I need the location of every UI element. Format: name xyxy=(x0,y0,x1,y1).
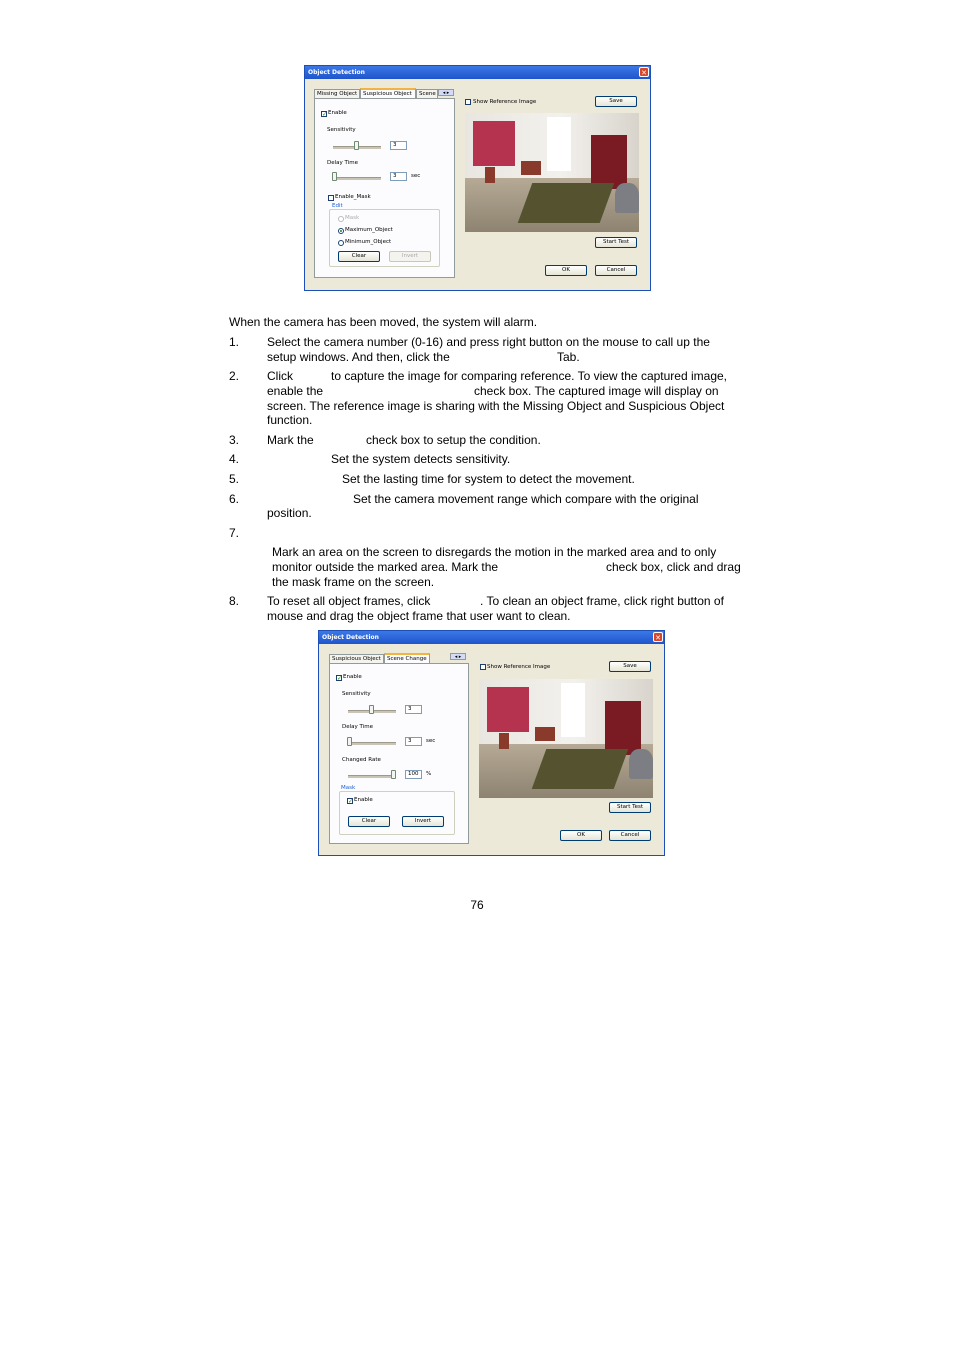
tab-scroll-arrows[interactable]: ◂ ▸ xyxy=(450,653,466,660)
step-8-line-1-end: . To clean an object frame, click right button of xyxy=(480,594,724,608)
sensitivity-value[interactable]: 3 xyxy=(390,141,407,150)
ok-button[interactable]: OK xyxy=(560,830,602,841)
save-button[interactable]: Save xyxy=(609,661,651,672)
minimum-object-label: Minimum_Object xyxy=(345,239,392,245)
changed-rate-value[interactable]: 100 xyxy=(405,770,422,779)
step-number-1: 1. xyxy=(229,335,240,349)
tab-scene[interactable]: Scene xyxy=(416,89,438,98)
sensitivity-value[interactable]: 3 xyxy=(405,705,422,714)
step-4-text: Set the system detects sensitivity. xyxy=(331,452,511,466)
invert-button[interactable]: Invert xyxy=(402,816,444,827)
dialog-title-bar xyxy=(319,631,664,644)
step-number-6: 6. xyxy=(229,492,240,506)
object-detection-dialog-2 xyxy=(318,630,665,856)
sensitivity-slider-thumb[interactable] xyxy=(369,705,374,714)
tab-strip xyxy=(329,653,474,663)
enable-label: Enable xyxy=(343,674,362,680)
enable-checkbox[interactable]: ✓ xyxy=(337,675,343,682)
step-2-line-1-start: Click xyxy=(267,369,293,383)
page-number: 76 xyxy=(470,898,484,912)
step-number-4: 4. xyxy=(229,452,240,466)
step-6-line-2: position. xyxy=(267,506,312,520)
save-button[interactable]: Save xyxy=(595,96,637,107)
step-8-line-2: mouse and drag the object frame that user want to clean. xyxy=(267,609,571,623)
dialog-title: Object Detection xyxy=(308,69,365,76)
tab-suspicious-object[interactable]: Suspicious Object xyxy=(360,88,416,99)
tab-strip xyxy=(314,88,459,98)
delay-slider-track xyxy=(333,177,381,180)
changed-rate-slider-thumb[interactable] xyxy=(391,770,396,779)
settings-panel xyxy=(329,663,469,844)
changed-rate-label: Changed Rate xyxy=(342,757,381,763)
tab-missing-object[interactable]: Missing Object xyxy=(314,89,360,98)
intro-text: When the camera has been moved, the system will alarm. xyxy=(229,315,538,329)
step-8-line-1-start: To reset all object frames, click xyxy=(267,594,431,608)
sensitivity-label: Sensitivity xyxy=(342,691,371,697)
step-5-text: Set the lasting time for system to detect the movement. xyxy=(342,472,635,486)
mask-enable-label: Enable xyxy=(354,797,373,803)
sensitivity-label: Sensitivity xyxy=(327,127,356,133)
step-3-start: Mark the xyxy=(267,433,314,447)
delay-unit: sec xyxy=(411,173,421,179)
settings-panel xyxy=(314,98,455,278)
changed-rate-slider-track xyxy=(348,775,396,778)
changed-rate-unit: % xyxy=(426,771,432,777)
step-2-line-3: screen. The reference image is sharing with the Missing Object and Suspicious Object xyxy=(267,399,725,413)
mask-enable-checkbox[interactable]: ✓ xyxy=(348,798,354,805)
step-2-line-1: to capture the image for comparing reference. To view the captured image, xyxy=(331,369,727,383)
step-2-line-4: function. xyxy=(267,413,313,427)
dialog-title-bar xyxy=(305,66,650,79)
clear-button[interactable]: Clear xyxy=(338,251,380,262)
tab-scroll-arrows[interactable]: ◂ ▸ xyxy=(438,89,454,96)
step-number-2: 2. xyxy=(229,369,240,383)
step-1-line-1: Select the camera number (0-16) and press right button on the mouse to call up the xyxy=(267,335,710,349)
mask-radio[interactable] xyxy=(338,216,344,222)
delay-unit: sec xyxy=(426,738,436,744)
step-7-line-3: the mask frame on the screen. xyxy=(272,575,435,589)
show-reference-label: Show Reference Image xyxy=(473,99,537,105)
delay-time-value[interactable]: 3 xyxy=(390,172,407,181)
delay-slider-thumb[interactable] xyxy=(347,737,352,746)
camera-preview[interactable] xyxy=(479,679,653,798)
delay-slider-thumb[interactable] xyxy=(332,172,337,181)
dialog-title: Object Detection xyxy=(322,634,379,641)
enable-label: Enable xyxy=(328,110,347,116)
camera-preview[interactable] xyxy=(465,113,639,232)
clear-button[interactable]: Clear xyxy=(348,816,390,827)
enable-mask-label: Enable_Mask xyxy=(335,194,371,200)
sensitivity-slider-thumb[interactable] xyxy=(354,141,359,150)
step-7-line-1: Mark an area on the screen to disregards the motion in the marked area and to only xyxy=(272,545,717,559)
step-7-line-2-start: monitor outside the marked area. Mark the xyxy=(272,560,499,574)
enable-mask-checkbox[interactable] xyxy=(328,195,334,201)
edit-group xyxy=(329,209,440,267)
step-number-8: 8. xyxy=(229,594,240,608)
delay-time-label: Delay Time xyxy=(342,724,373,730)
show-reference-checkbox[interactable] xyxy=(465,99,471,105)
delay-time-label: Delay Time xyxy=(327,160,358,166)
invert-button[interactable]: Invert xyxy=(389,251,431,262)
step-3-end: check box to setup the condition. xyxy=(366,433,541,447)
mask-group xyxy=(339,791,455,835)
show-reference-checkbox[interactable] xyxy=(480,664,486,670)
start-test-button[interactable]: Start Test xyxy=(595,237,637,248)
tab-suspicious-object[interactable]: Suspicious Object xyxy=(329,654,384,663)
step-7-line-2-end: check box, click and drag xyxy=(606,560,741,574)
step-6-line-1: Set the camera movement range which compare with the original xyxy=(353,492,699,506)
step-1-line-2: setup windows. And then, click the xyxy=(267,350,450,364)
show-reference-label: Show Reference Image xyxy=(487,664,551,670)
maximum-object-label: Maximum_Object xyxy=(345,227,393,233)
close-icon[interactable]: ✕ xyxy=(653,632,663,642)
edit-group-label: Edit xyxy=(332,203,343,209)
step-2-line-2-start: enable the xyxy=(267,384,324,398)
ok-button[interactable]: OK xyxy=(545,265,587,276)
minimum-object-radio[interactable] xyxy=(338,240,344,246)
start-test-button[interactable]: Start Test xyxy=(609,802,651,813)
step-2-line-2: check box. The captured image will display on xyxy=(474,384,719,398)
mask-radio-label: Mask xyxy=(345,215,360,221)
step-number-5: 5. xyxy=(229,472,240,486)
step-number-7: 7. xyxy=(229,526,240,540)
close-icon[interactable]: ✕ xyxy=(639,67,649,77)
delay-time-value[interactable]: 3 xyxy=(405,737,422,746)
object-detection-dialog-1 xyxy=(304,65,651,291)
cancel-button[interactable]: Cancel xyxy=(609,830,651,841)
tab-scene-change[interactable]: Scene Change xyxy=(384,653,430,664)
step-1-line-2-end: Tab. xyxy=(557,350,580,364)
delay-slider-track xyxy=(348,742,396,745)
maximum-object-radio[interactable] xyxy=(338,228,344,234)
cancel-button[interactable]: Cancel xyxy=(595,265,637,276)
step-number-3: 3. xyxy=(229,433,240,447)
enable-checkbox[interactable]: ✓ xyxy=(322,111,328,118)
mask-group-label: Mask xyxy=(341,785,356,791)
